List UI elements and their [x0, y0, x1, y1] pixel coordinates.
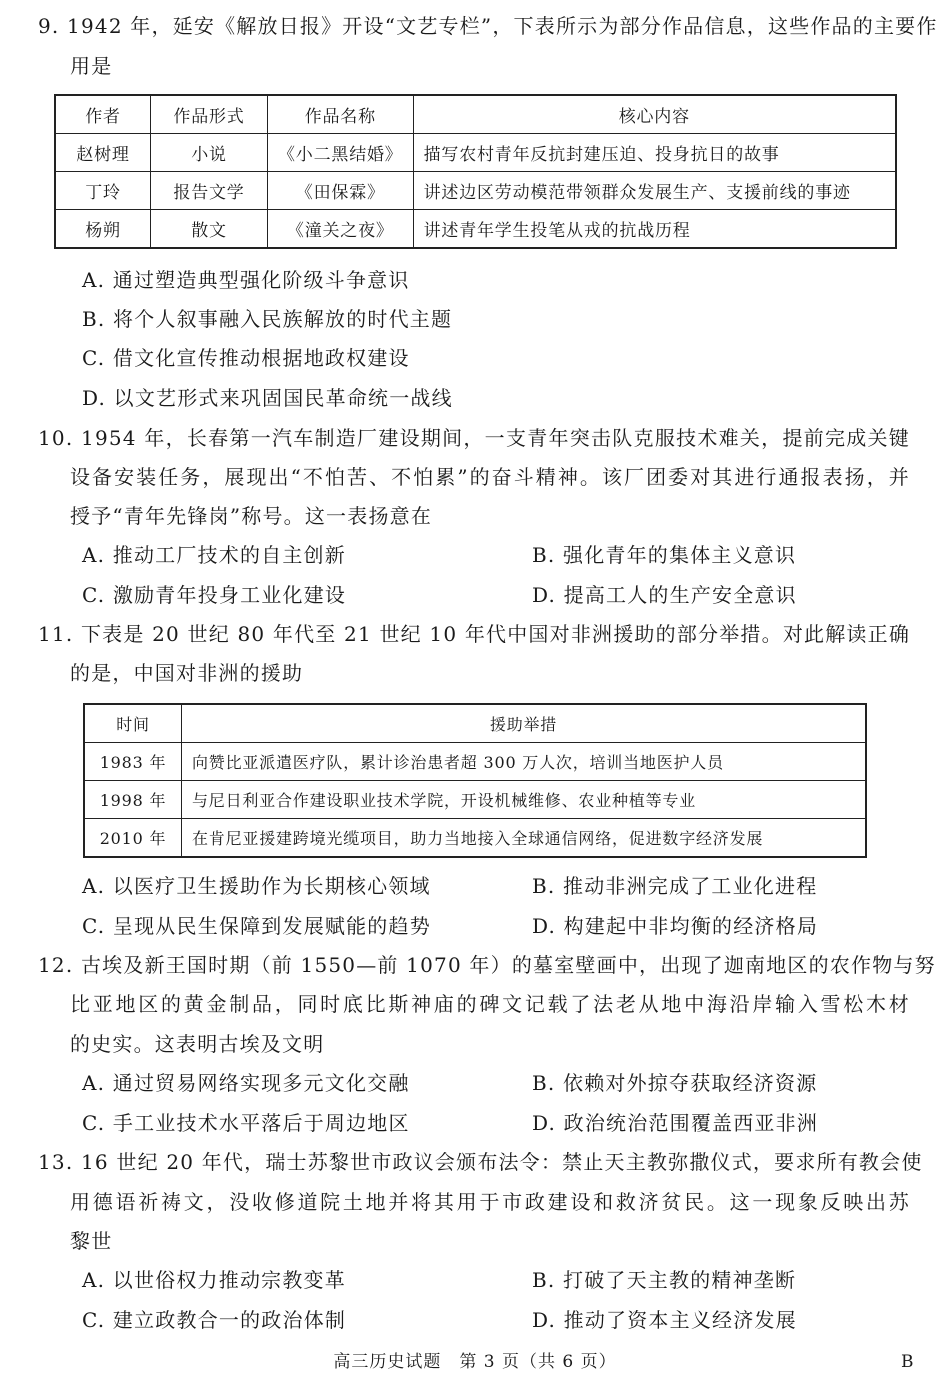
q9-table: [54, 94, 897, 249]
q13-option-c: C. 建立政教合一的政治体制: [82, 1308, 347, 1332]
q10-stem-cont: 设备安装任务，展现出“不怕苦、不怕累”的奋斗精神。该厂团委对其进行通报表扬，并: [70, 465, 910, 489]
table-cell: 报告文学: [151, 172, 268, 210]
table-cell: 赵树理: [55, 134, 151, 172]
table-cell: 2010 年: [84, 819, 182, 858]
table-row: [55, 210, 896, 249]
table-row: [55, 172, 896, 210]
table-cell: 丁玲: [55, 172, 151, 210]
table-header-row: [55, 95, 896, 134]
q13-option-b: B. 打破了天主教的精神垄断: [532, 1268, 797, 1292]
q12-option-c: C. 手工业技术水平落后于周边地区: [82, 1111, 410, 1135]
q13-option-d: D. 推动了资本主义经济发展: [532, 1308, 797, 1332]
table-cell: 在肯尼亚援建跨境光缆项目，助力当地接入全球通信网络，促进数字经济发展: [182, 819, 867, 858]
q9-option-c: C. 借文化宣传推动根据地政权建设: [82, 346, 410, 370]
table-row: [84, 743, 866, 781]
q11-option-d: D. 构建起中非均衡的经济格局: [532, 914, 819, 938]
paper-version-mark: B: [901, 1352, 914, 1372]
q10-option-d: D. 提高工人的生产安全意识: [532, 583, 797, 607]
table-cell: 杨朔: [55, 210, 151, 249]
table-header-cell: 作品名称: [268, 95, 414, 134]
q10-option-b: B. 强化青年的集体主义意识: [532, 543, 797, 567]
table-cell: 与尼日利亚合作建设职业技术学院，开设机械维修、农业种植等专业: [182, 781, 867, 819]
table-header-row: [84, 704, 866, 743]
table-cell: 向赞比亚派遣医疗队，累计诊治患者超 300 万人次，培训当地医护人员: [182, 743, 867, 781]
table-cell: 小说: [151, 134, 268, 172]
q11-option-a: A. 以医疗卫生援助作为长期核心领域: [82, 874, 431, 898]
q10-stem: 10. 1954 年，长春第一汽车制造厂建设期间，一支青年突击队克服技术难关，提前完成关键: [38, 426, 910, 450]
table-cell: 1983 年: [84, 743, 182, 781]
table-cell: 《小二黑结婚》: [268, 134, 414, 172]
q10-option-c: C. 激励青年投身工业化建设: [82, 583, 347, 607]
page-footer: 高三历史试题 第 3 页（共 6 页）: [333, 1352, 617, 1372]
table-header-cell: 援助举措: [182, 704, 867, 743]
q11-option-b: B. 推动非洲完成了工业化进程: [532, 874, 818, 898]
q13-stem-cont: 黎世: [70, 1229, 113, 1253]
q10-option-a: A. 推动工厂技术的自主创新: [82, 543, 346, 567]
q11-option-c: C. 呈现从民生保障到发展赋能的趋势: [82, 914, 431, 938]
q10-stem-cont: 授予“青年先锋岗”称号。这一表扬意在: [70, 504, 433, 528]
table-cell: 《潼关之夜》: [268, 210, 414, 249]
q13-stem: 13. 16 世纪 20 年代，瑞士苏黎世市政议会颁布法令：禁止天主教弥撒仪式，要求所有教会使: [38, 1150, 923, 1174]
q9-stem-cont: 用是: [70, 54, 113, 78]
table-cell: 《田保霖》: [268, 172, 414, 210]
q12-stem-cont: 的史实。这表明古埃及文明: [70, 1032, 325, 1056]
table-row: [55, 134, 896, 172]
q9-stem: 9. 1942 年，延安《解放日报》开设“文艺专栏”，下表所示为部分作品信息，这些作品的主要作: [38, 14, 938, 38]
table-row: [84, 819, 866, 858]
table-header-cell: 核心内容: [413, 95, 896, 134]
table-cell: 散文: [151, 210, 268, 249]
table-header-cell: 作品形式: [151, 95, 268, 134]
q13-option-a: A. 以世俗权力推动宗教变革: [82, 1268, 346, 1292]
q12-option-d: D. 政治统治范围覆盖西亚非洲: [532, 1111, 819, 1135]
q9-option-d: D. 以文艺形式来巩固国民革命统一战线: [82, 386, 453, 410]
q9-option-b: B. 将个人叙事融入民族解放的时代主题: [82, 307, 453, 331]
table-cell: 1998 年: [84, 781, 182, 819]
table-row: [84, 781, 866, 819]
q9-option-a: A. 通过塑造典型强化阶级斗争意识: [82, 268, 410, 292]
table-header-cell: 作者: [55, 95, 151, 134]
q11-stem: 11. 下表是 20 世纪 80 年代至 21 世纪 10 年代中国对非洲援助的部分举措。对此解读正确: [38, 622, 911, 646]
table-cell: 讲述边区劳动模范带领群众发展生产、支援前线的事迹: [413, 172, 896, 210]
q12-stem: 12. 古埃及新王国时期（前 1550—前 1070 年）的墓室壁画中，出现了迦南地区的农作物与努: [38, 953, 936, 977]
q11-table: [83, 703, 867, 858]
q11-stem-cont: 的是，中国对非洲的援助: [70, 661, 304, 685]
table-cell: 描写农村青年反抗封建压迫、投身抗日的故事: [413, 134, 896, 172]
q12-option-b: B. 依赖对外掠夺获取经济资源: [532, 1071, 818, 1095]
q12-stem-cont: 比亚地区的黄金制品，同时底比斯神庙的碑文记载了法老从地中海沿岸输入雪松木材: [70, 992, 910, 1016]
table-header-cell: 时间: [84, 704, 182, 743]
table-cell: 讲述青年学生投笔从戎的抗战历程: [413, 210, 896, 249]
q13-stem-cont: 用德语祈祷文，没收修道院土地并将其用于市政建设和救济贫民。这一现象反映出苏: [70, 1190, 910, 1214]
q12-option-a: A. 通过贸易网络实现多元文化交融: [82, 1071, 410, 1095]
